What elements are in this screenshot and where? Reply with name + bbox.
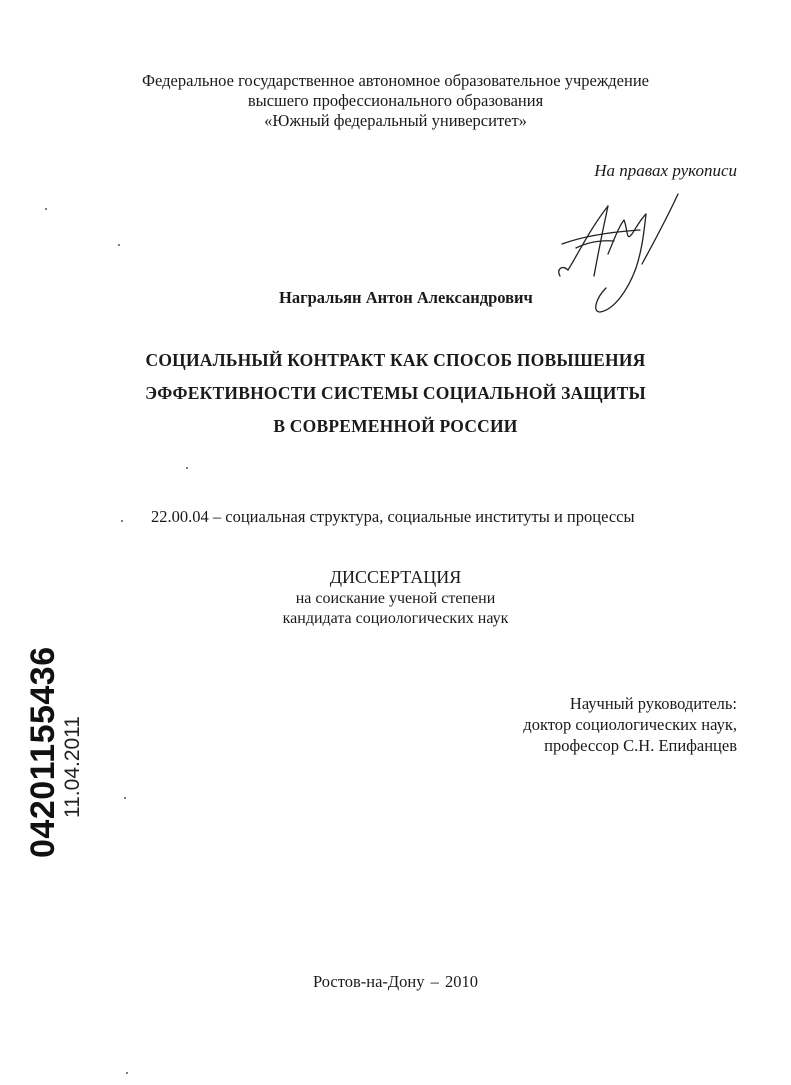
- scan-speck: [186, 467, 188, 469]
- supervisor-line-1: Научный руководитель:: [569, 694, 737, 713]
- scan-speck: [121, 520, 123, 522]
- title-line-1: СОЦИАЛЬНЫЙ КОНТРАКТ КАК СПОСОБ ПОВЫШЕНИЯ: [145, 350, 646, 370]
- scan-speck: [45, 208, 47, 210]
- stamp-number: 04201155436: [24, 646, 62, 858]
- scan-speck: [126, 1072, 128, 1074]
- specialty-code: 22.00.04 – социальная структура, социальные институты и процессы: [151, 507, 635, 526]
- degree-line-2: кандидата социологических наук: [282, 610, 509, 627]
- degree-line-1: на соискание ученой степени: [295, 590, 496, 607]
- scan-speck: [124, 797, 126, 799]
- supervisor-block: [523, 693, 737, 756]
- dissertation-title: [0, 344, 791, 443]
- stamp-date: 11.04.2011: [61, 716, 84, 818]
- org-line-3: «Южный федеральный университет»: [264, 111, 527, 130]
- degree-description: [0, 589, 791, 629]
- author-name: Награльян Антон Александрович: [279, 288, 533, 307]
- manuscript-note: На правах рукописи: [594, 161, 737, 180]
- org-line-1: Федеральное государственное автономное образовательное учреждение: [142, 71, 649, 90]
- scan-speck: [118, 244, 120, 246]
- supervisor-line-2: доктор социологических наук,: [523, 715, 737, 734]
- city-year: Ростов-на-Дону – 2010: [312, 972, 478, 991]
- title-line-2: ЭФФЕКТИВНОСТИ СИСТЕМЫ СОЦИАЛЬНОЙ ЗАЩИТЫ: [145, 383, 646, 403]
- title-line-3: В СОВРЕМЕННОЙ РОССИИ: [273, 416, 518, 436]
- supervisor-line-3: профессор С.Н. Епифанцев: [544, 736, 737, 755]
- org-line-2: высшего профессионального образования: [247, 91, 544, 110]
- organization-header: [0, 71, 791, 131]
- library-stamp: [24, 598, 84, 858]
- document-type: ДИССЕРТАЦИЯ: [329, 567, 462, 587]
- signature-icon: [548, 184, 688, 319]
